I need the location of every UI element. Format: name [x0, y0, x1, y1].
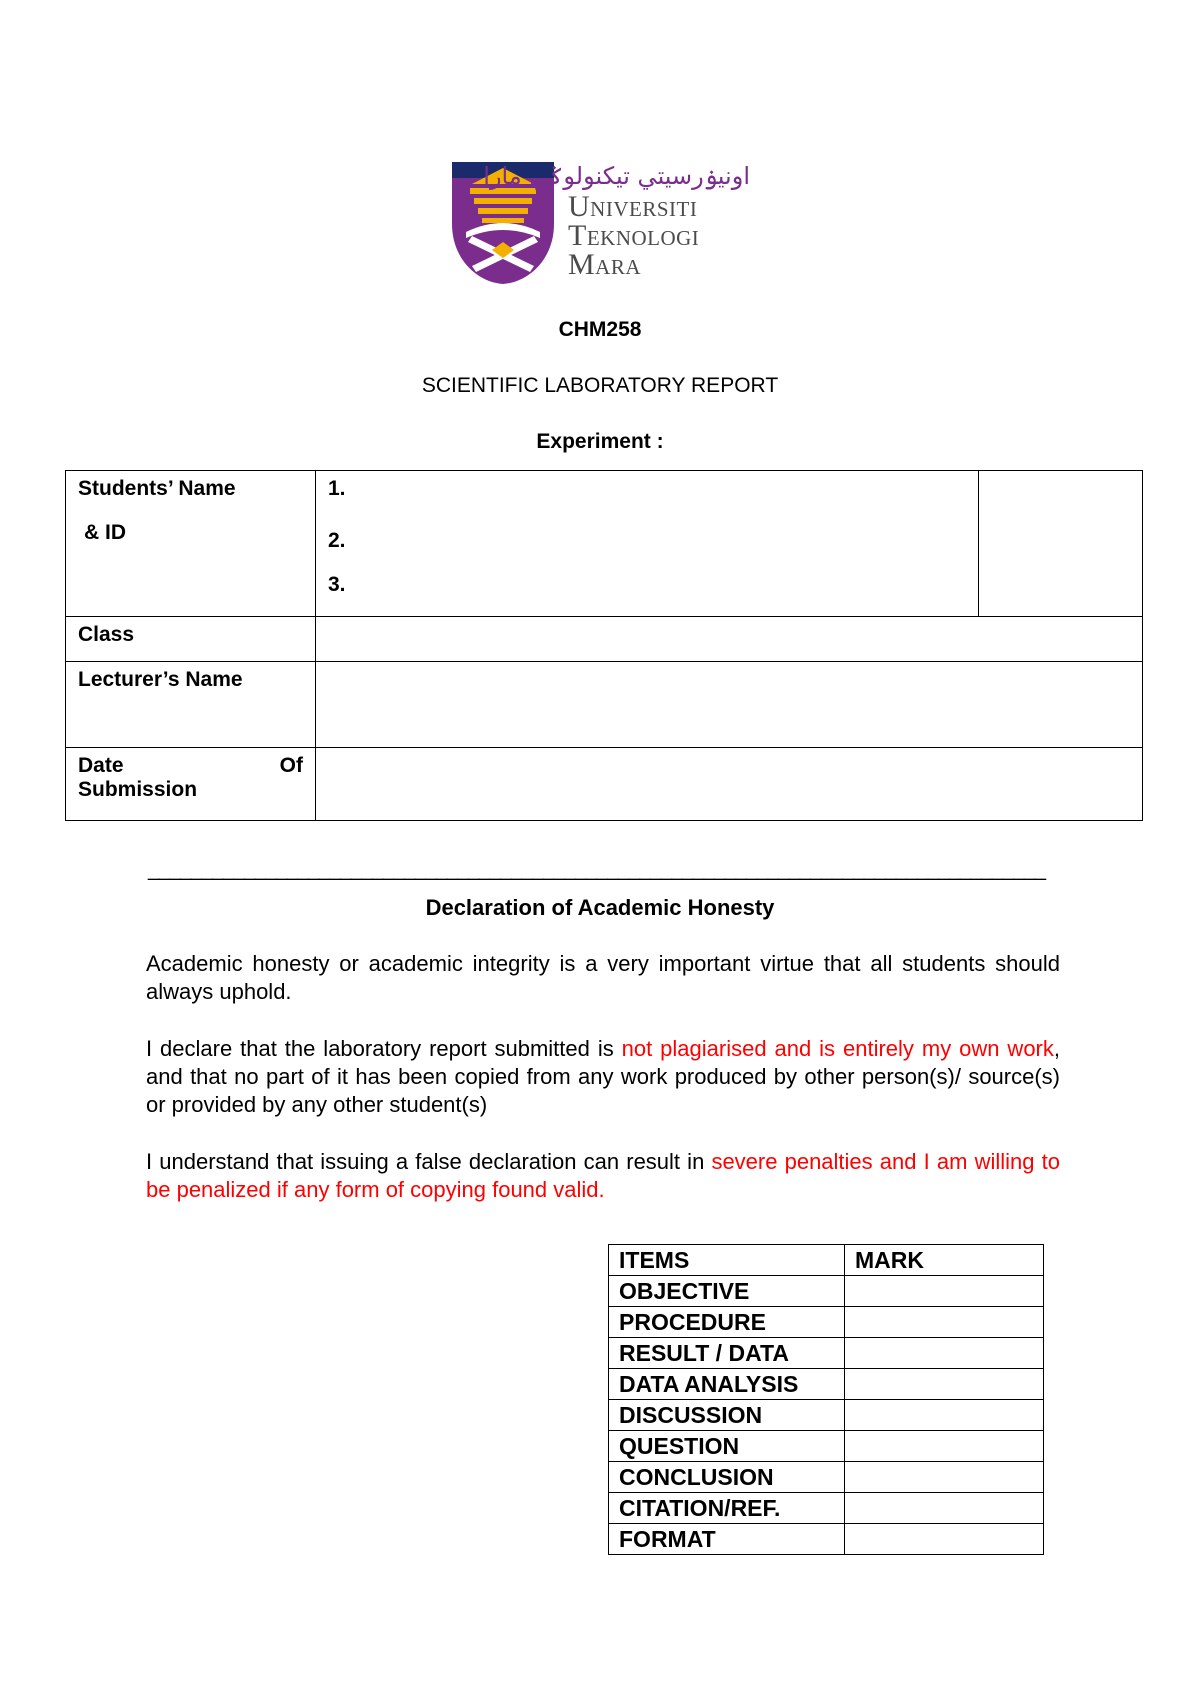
date-label-word: Date	[78, 754, 124, 777]
item-procedure: PROCEDURE	[609, 1307, 845, 1338]
marks-row	[609, 1462, 1044, 1493]
mark-cell-conclusion[interactable]	[845, 1462, 1044, 1493]
submission-label: Submission	[78, 778, 198, 801]
lecturer-label-cell	[66, 662, 316, 748]
declaration-para-3	[146, 1148, 1060, 1204]
item-discussion: DISCUSSION	[609, 1400, 845, 1431]
declaration-para-1: Academic honesty or academic integrity is a very important virtue that all students should always uphold.	[146, 951, 1060, 1004]
students-extra-cell[interactable]	[979, 471, 1143, 617]
declaration-title: Declaration of Academic Honesty	[425, 895, 775, 920]
students-name-label: Students’ Name	[78, 477, 236, 500]
para2-red-text: not plagiarised and is entirely my own work	[621, 1036, 1054, 1061]
marks-table	[608, 1244, 1044, 1555]
item-result-data: RESULT / DATA	[609, 1338, 845, 1369]
logo-jawi-script: اونيۏرسيتي تيكنولوݢي مارا	[483, 162, 750, 190]
course-code: CHM258	[558, 318, 642, 341]
lecturer-entry-cell[interactable]	[316, 662, 1143, 748]
date-entry-cell[interactable]	[316, 748, 1143, 821]
date-row	[66, 748, 1143, 821]
para3-text-start: I understand that issuing a false declaration can result in	[146, 1149, 712, 1174]
students-id-label: & ID	[84, 521, 126, 544]
item-question: QUESTION	[609, 1431, 845, 1462]
item-citation-ref: CITATION/REF.	[609, 1493, 845, 1524]
class-label: Class	[78, 623, 135, 646]
of-label-word: Of	[279, 754, 303, 777]
student-info-table	[65, 470, 1143, 821]
item-format: FORMAT	[609, 1524, 845, 1555]
divider-line: ____________________________________________________________________________________	[148, 858, 1046, 881]
date-label-line1	[78, 754, 303, 778]
marks-row	[609, 1524, 1044, 1555]
items-header: ITEMS	[609, 1245, 845, 1276]
marks-row	[609, 1431, 1044, 1462]
item-objective: OBJECTIVE	[609, 1276, 845, 1307]
students-label-cell	[66, 471, 316, 617]
item-conclusion: CONCLUSION	[609, 1462, 845, 1493]
para2-text-end: , and that no part of it has been copied from any work produced by other person(s)/ source(s) or provided by any other student(s)	[146, 1036, 1061, 1117]
lecturer-label: Lecturer’s Name	[78, 668, 243, 691]
marks-header-row	[609, 1245, 1044, 1276]
marks-row	[609, 1338, 1044, 1369]
mark-cell-discussion[interactable]	[845, 1400, 1044, 1431]
student-number-3: 3.	[328, 573, 346, 596]
logo-line-universiti: Universiti	[568, 190, 698, 223]
mark-cell-procedure[interactable]	[845, 1307, 1044, 1338]
students-entry-cell[interactable]	[316, 471, 979, 617]
mark-cell-format[interactable]	[845, 1524, 1044, 1555]
students-row	[66, 471, 1143, 617]
class-row	[66, 617, 1143, 662]
marks-row	[609, 1400, 1044, 1431]
declaration-para-2	[146, 1035, 1060, 1119]
mark-cell-question[interactable]	[845, 1431, 1044, 1462]
para2-text-start: I declare that the laboratory report submitted is	[146, 1036, 622, 1061]
mark-cell-objective[interactable]	[845, 1276, 1044, 1307]
class-entry-cell[interactable]	[316, 617, 1143, 662]
lecturer-row	[66, 662, 1143, 748]
mark-cell-data-analysis[interactable]	[845, 1369, 1044, 1400]
marks-row	[609, 1276, 1044, 1307]
mark-cell-result-data[interactable]	[845, 1338, 1044, 1369]
marks-row	[609, 1493, 1044, 1524]
para3-red-text: severe penalties and I am willing to be penalized if any form of copying found valid.	[146, 1149, 1060, 1202]
report-title: SCIENTIFIC LABORATORY REPORT	[421, 374, 779, 397]
marks-row	[609, 1369, 1044, 1400]
item-data-analysis: DATA ANALYSIS	[609, 1369, 845, 1400]
class-label-cell	[66, 617, 316, 662]
mark-header: MARK	[845, 1245, 1044, 1276]
date-label-cell	[66, 748, 316, 821]
logo-line-teknologi: Teknologi	[568, 219, 700, 252]
uitm-logo	[452, 160, 752, 285]
logo-line-mara: Mara	[568, 248, 642, 281]
student-number-1: 1.	[328, 477, 346, 500]
mark-cell-citation-ref[interactable]	[845, 1493, 1044, 1524]
marks-row	[609, 1307, 1044, 1338]
student-number-2: 2.	[328, 529, 346, 552]
experiment-label: Experiment :	[536, 430, 664, 453]
